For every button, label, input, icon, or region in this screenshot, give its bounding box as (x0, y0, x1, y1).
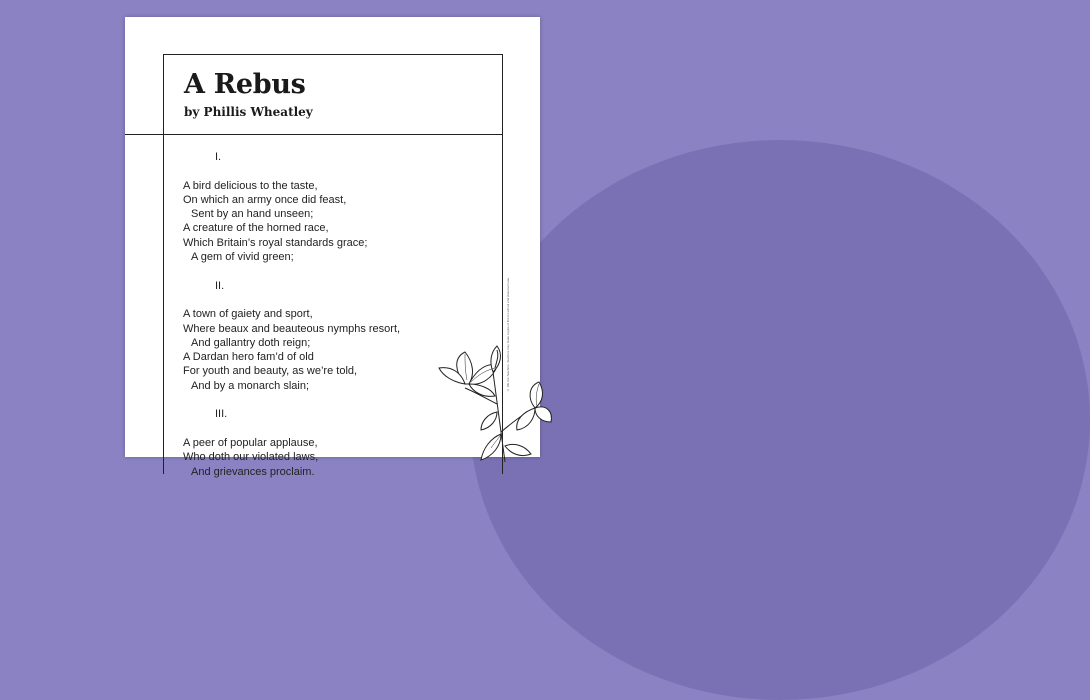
magnolia-flower-icon (435, 322, 545, 462)
poem-line: Who doth our violated laws, (183, 451, 319, 464)
poem-line: A bird delicious to the taste, (183, 179, 318, 192)
stanza-numeral: I. (215, 151, 222, 163)
stanza-numeral: III. (215, 408, 228, 421)
stanza-numeral: II. (215, 279, 225, 292)
stanza-gap (183, 293, 483, 307)
poem-line: A peer of popular applause, (183, 436, 318, 449)
background-shape (470, 140, 1090, 700)
poem-line: Where beaux and beauteous nymphs resort, (183, 322, 401, 335)
poem-line: And gallantry doth reign; (191, 336, 311, 349)
poem-line: Which Britain’s royal standards grace; (183, 236, 368, 249)
copyright-note: © We Are Teachers. Teachers may make copies of this for school and classroom use. (506, 276, 510, 392)
poem-line: For youth and beauty, as we’re told, (183, 365, 358, 378)
poem-line: A gem of vivid green; (191, 251, 294, 264)
stanza-gap (183, 164, 483, 178)
poem-line: A creature of the horned race, (183, 222, 329, 235)
poem-line: And grievances proclaim. (191, 465, 315, 478)
poem-line: A Dardan hero fam’d of old (183, 351, 314, 364)
worksheet-page (125, 17, 540, 478)
stanza-gap (183, 264, 483, 278)
poem-line: On which an army once did feast, (183, 193, 347, 206)
poem-line: Sent by an hand unseen; (191, 208, 314, 221)
author-byline: by Phillis Wheatley (184, 105, 313, 119)
poem-line: A town of gaiety and sport, (183, 308, 313, 321)
page-title: A Rebus (184, 69, 306, 100)
poem-line: And by a monarch slain; (191, 379, 310, 392)
